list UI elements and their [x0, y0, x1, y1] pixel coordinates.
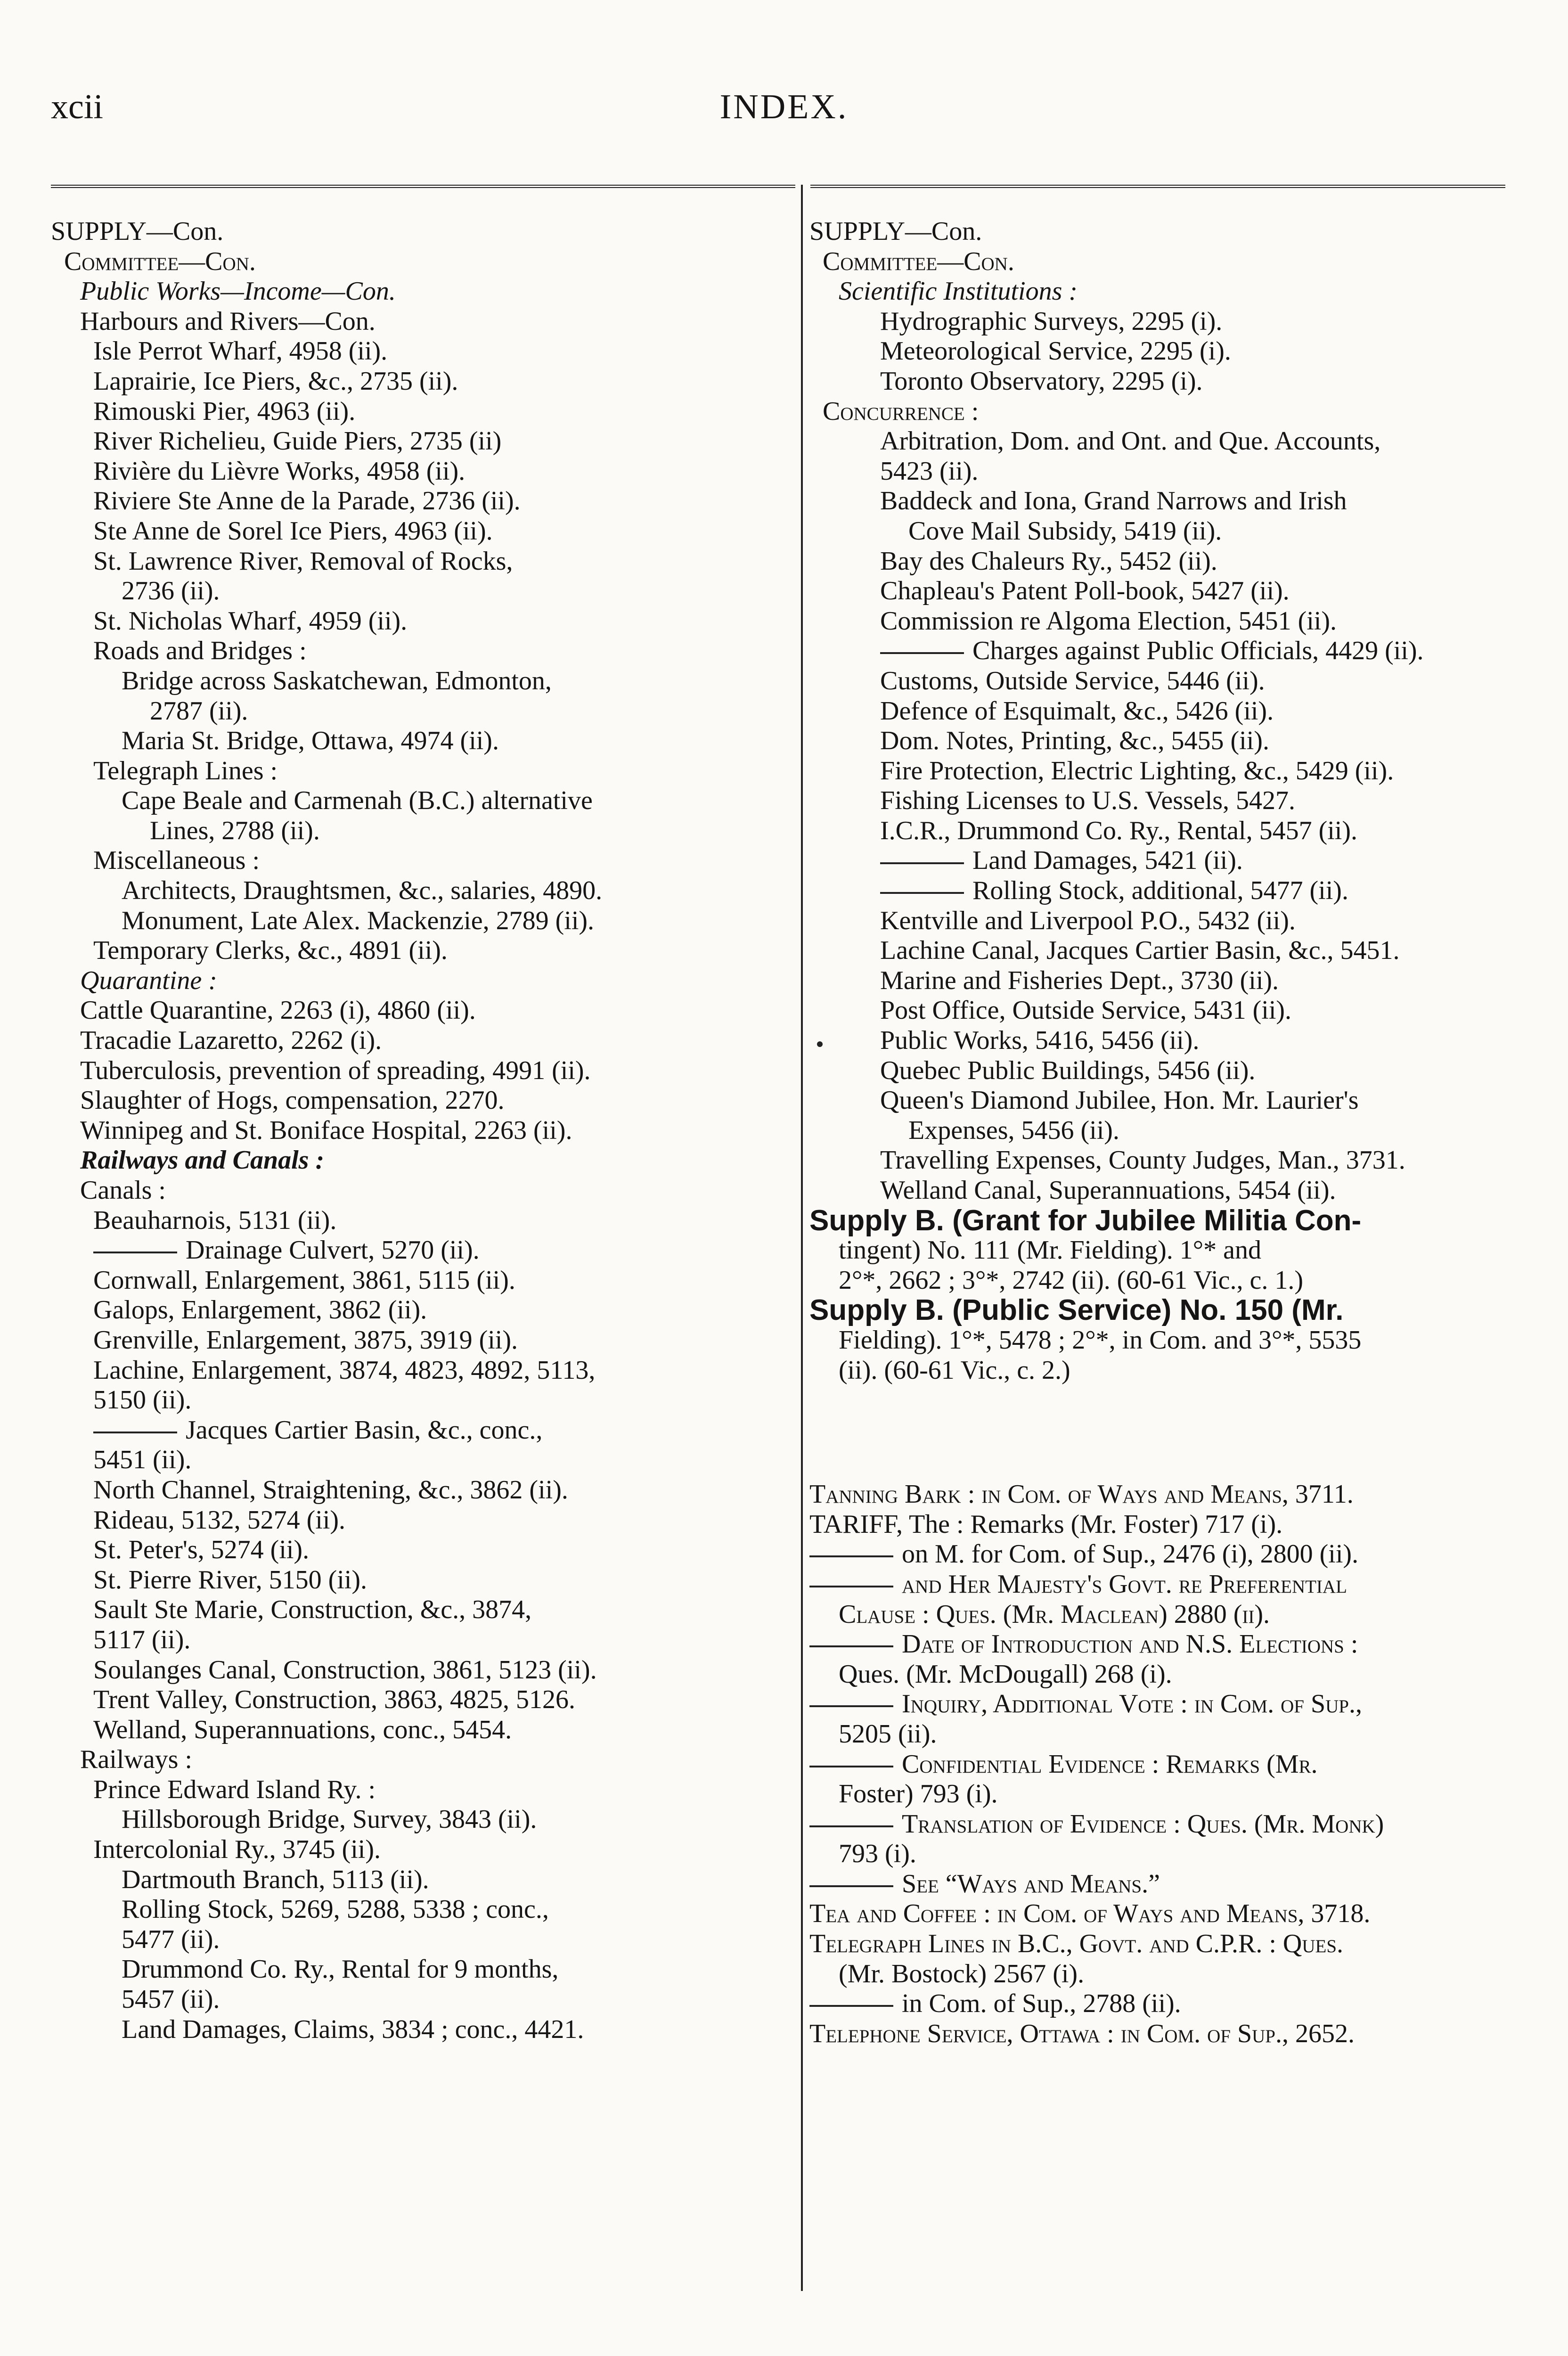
index-entry	[809, 426, 1507, 457]
index-entry	[809, 1116, 1507, 1146]
entry-text: See “Ways and Means.”	[902, 1869, 1160, 1898]
entry-text: Public Works, 5416, 5456 (ii).	[880, 1026, 1200, 1055]
index-entry	[809, 1660, 1507, 1690]
entry-text: (ii). (60-61 Vic., c. 2.)	[839, 1355, 1070, 1385]
entry-text: Quebec Public Buildings, 5456 (ii).	[880, 1055, 1256, 1085]
page-title: INDEX.	[719, 88, 849, 126]
entry-text: Land Damages, Claims, 3834 ; conc., 4421.	[122, 2014, 584, 2044]
entry-text: Welland, Superannuations, conc., 5454.	[93, 1715, 512, 1744]
entry-text: Toronto Observatory, 2295 (i).	[880, 366, 1203, 396]
entry-text: Cove Mail Subsidy, 5419 (ii).	[908, 516, 1222, 546]
entry-text: Railways :	[80, 1745, 192, 1775]
index-entry	[51, 516, 791, 547]
entry-text: Monument, Late Alex. Mackenzie, 2789 (ii).	[122, 906, 595, 935]
entry-text: Telegraph Lines in B.C., Govt. and C.P.R. : Ques.	[809, 1929, 1344, 1959]
index-entry	[809, 756, 1507, 786]
index-entry	[809, 906, 1507, 936]
entry-text: 5423 (ii).	[880, 456, 979, 486]
index-entry	[809, 307, 1507, 337]
index-entry	[809, 1480, 1507, 1510]
index-entry	[51, 336, 791, 367]
index-entry	[51, 1895, 791, 1925]
entry-text: Architects, Draughtsmen, &c., salaries, 4890.	[122, 876, 603, 906]
index-entry	[51, 1086, 791, 1116]
entry-text: Beauharnois, 5131 (ii).	[93, 1205, 337, 1235]
entry-text: Scientific Institutions :	[839, 277, 1078, 306]
entry-text: Tracadie Lazaretto, 2262 (i).	[80, 1026, 382, 1055]
index-entry	[51, 666, 791, 696]
entry-text: Cattle Quarantine, 2263 (i), 4860 (ii).	[80, 996, 476, 1025]
index-entry	[809, 1809, 1507, 1840]
index-entry	[51, 786, 791, 816]
entry-text: Ste Anne de Sorel Ice Piers, 4963 (ii).	[93, 516, 493, 546]
left-index-column	[51, 217, 791, 2045]
header-rule-left	[51, 185, 795, 188]
entry-text: Chapleau's Patent Poll-book, 5427 (ii).	[880, 576, 1290, 606]
entry-text: Hydrographic Surveys, 2295 (i).	[880, 306, 1223, 336]
entry-text: Hillsborough Bridge, Survey, 3843 (ii).	[122, 1805, 537, 1834]
entry-text: Canals :	[80, 1176, 166, 1205]
index-entry	[51, 1625, 791, 1655]
entry-text: (Mr. Bostock) 2567 (i).	[839, 1959, 1085, 1988]
index-entry	[51, 1145, 791, 1176]
index-entry	[809, 367, 1507, 397]
entry-text: Fishing Licenses to U.S. Vessels, 5427.	[880, 786, 1295, 816]
entry-text: Land Damages, 5421 (ii).	[972, 846, 1243, 875]
index-entry	[809, 576, 1507, 606]
entry-text: Fielding). 1°*, 5478 ; 2°*, in Com. and 3°*, 5535	[839, 1325, 1362, 1355]
index-entry	[51, 307, 791, 337]
ditto-dash	[93, 1432, 177, 1433]
index-entry	[51, 846, 791, 876]
entry-text: I.C.R., Drummond Co. Ry., Rental, 5457 (ii).	[880, 816, 1357, 845]
entry-text: 5150 (ii).	[93, 1385, 192, 1415]
index-entry	[51, 426, 791, 457]
entry-text: Intercolonial Ry., 3745 (ii).	[93, 1835, 381, 1865]
ditto-dash	[93, 1252, 177, 1253]
entry-text: Public Works—Income—Con.	[80, 277, 396, 306]
index-entry	[51, 756, 791, 786]
entry-text: Harbours and Rivers—Con.	[80, 306, 376, 336]
entry-text: Jacques Cartier Basin, &c., conc.,	[186, 1415, 543, 1445]
index-entry	[51, 247, 791, 277]
index-entry	[809, 936, 1507, 966]
index-entry	[809, 1295, 1507, 1325]
index-entry	[51, 397, 791, 427]
entry-text: Bridge across Saskatchewan, Edmonton,	[122, 666, 552, 695]
ditto-dash	[809, 1555, 893, 1557]
entry-text: Dartmouth Branch, 5113 (ii).	[122, 1865, 429, 1894]
entry-text: Cape Beale and Carmenah (B.C.) alternative	[122, 786, 593, 816]
index-entry	[51, 1176, 791, 1206]
index-entry	[809, 606, 1507, 637]
index-entry	[51, 457, 791, 487]
index-entry	[51, 1356, 791, 1386]
index-entry	[809, 1689, 1507, 1719]
index-entry	[51, 966, 791, 996]
index-entry	[51, 1026, 791, 1056]
entry-text: Post Office, Outside Service, 5431 (ii).	[880, 996, 1292, 1025]
entry-text: on M. for Com. of Sup., 2476 (i), 2800 (ii).	[902, 1539, 1359, 1569]
entry-text: St. Pierre River, 5150 (ii).	[93, 1565, 367, 1595]
ditto-dash	[880, 862, 964, 864]
entry-text: St. Lawrence River, Removal of Rocks,	[93, 546, 513, 576]
entry-text: Grenville, Enlargement, 3875, 3919 (ii).	[93, 1325, 518, 1355]
entry-text: River Richelieu, Guide Piers, 2735 (ii)	[93, 426, 502, 456]
index-entry	[51, 1595, 791, 1625]
entry-text: Roads and Bridges :	[93, 636, 307, 666]
entry-text: Tea and Coffee : in Com. of Ways and Means, 3718.	[809, 1899, 1371, 1929]
index-entry	[51, 1925, 791, 1955]
index-entry	[809, 1235, 1507, 1266]
entry-text: and Her Majesty's Govt. re Preferential	[902, 1569, 1347, 1599]
entry-text: Supply B. (Public Service) No. 150 (Mr.	[809, 1294, 1344, 1327]
index-entry	[51, 1655, 791, 1685]
entry-text: Supply B. (Grant for Jubilee Militia Con-	[809, 1204, 1362, 1237]
index-entry	[51, 1745, 791, 1775]
entry-text: Travelling Expenses, County Judges, Man., 3731.	[880, 1145, 1405, 1175]
entry-text: Drainage Culvert, 5270 (ii).	[186, 1235, 480, 1265]
index-entry	[51, 906, 791, 936]
index-entry	[809, 1056, 1507, 1086]
index-entry	[809, 666, 1507, 696]
index-entry	[51, 1295, 791, 1325]
ditto-dash	[809, 1766, 893, 1767]
index-entry	[809, 457, 1507, 487]
index-entry	[809, 1325, 1507, 1356]
entry-text: Telegraph Lines :	[93, 756, 278, 785]
entry-text: 2°*, 2662 ; 3°*, 2742 (ii). (60-61 Vic., c. 1.)	[839, 1265, 1304, 1295]
entry-text: 5477 (ii).	[122, 1924, 220, 1954]
index-entry	[809, 1385, 1507, 1480]
index-entry	[51, 1505, 791, 1536]
index-entry	[809, 636, 1507, 666]
entry-text: Rolling Stock, additional, 5477 (ii).	[972, 876, 1348, 906]
entry-text: Foster) 793 (i).	[839, 1779, 998, 1809]
index-entry	[809, 726, 1507, 756]
entry-text: Galops, Enlargement, 3862 (ii).	[93, 1295, 427, 1325]
index-entry	[51, 277, 791, 307]
index-entry	[809, 397, 1507, 427]
entry-text: Lines, 2788 (ii).	[150, 816, 320, 845]
index-entry	[51, 1415, 791, 1446]
entry-text: Ques. (Mr. McDougall) 268 (i).	[839, 1659, 1172, 1689]
index-entry	[809, 1899, 1507, 1929]
ditto-dash	[809, 1825, 893, 1827]
entry-text: Marine and Fisheries Dept., 3730 (ii).	[880, 965, 1279, 995]
entry-text: Fire Protection, Electric Lighting, &c., 5429 (ii).	[880, 756, 1394, 785]
entry-text: Cornwall, Enlargement, 3861, 5115 (ii).	[93, 1265, 515, 1295]
index-entry	[809, 247, 1507, 277]
index-entry	[51, 606, 791, 637]
entry-text: Kentville and Liverpool P.O., 5432 (ii).	[880, 906, 1296, 935]
index-entry	[51, 1685, 791, 1715]
entry-text: Translation of Evidence : Ques. (Mr. Monk)	[902, 1809, 1384, 1839]
entry-text: Tuberculosis, prevention of spreading, 4991 (ii).	[80, 1055, 591, 1085]
entry-text: TARIFF, The : Remarks (Mr. Foster) 717 (i).	[809, 1509, 1283, 1539]
entry-text: 2736 (ii).	[122, 576, 220, 606]
index-entry	[809, 1266, 1507, 1296]
index-entry	[51, 547, 791, 577]
index-entry	[809, 1839, 1507, 1869]
index-entry	[51, 1805, 791, 1835]
index-entry	[809, 1750, 1507, 1780]
entry-text: 2787 (ii).	[150, 696, 248, 726]
entry-text: 5117 (ii).	[93, 1625, 191, 1654]
entry-text: Rideau, 5132, 5274 (ii).	[93, 1505, 346, 1535]
right-index-column	[809, 217, 1507, 2049]
index-entry	[809, 1176, 1507, 1206]
entry-text: SUPPLY—Con.	[809, 217, 982, 246]
index-entry	[809, 277, 1507, 307]
index-entry	[51, 1235, 791, 1266]
index-entry	[51, 1955, 791, 1985]
index-entry	[51, 1116, 791, 1146]
index-entry	[51, 1266, 791, 1296]
index-entry	[809, 486, 1507, 516]
entry-text: Quarantine :	[80, 965, 217, 995]
entry-text: Drummond Co. Ry., Rental for 9 months,	[122, 1955, 559, 1984]
index-entry	[809, 816, 1507, 846]
index-entry	[809, 1929, 1507, 1959]
index-entry	[809, 846, 1507, 876]
entry-text: SUPPLY—Con.	[51, 217, 224, 246]
entry-text: Temporary Clerks, &c., 4891 (ii).	[93, 936, 448, 965]
index-entry	[51, 1056, 791, 1086]
entry-text: Miscellaneous :	[93, 846, 260, 875]
index-entry	[51, 696, 791, 727]
entry-text: Meteorological Service, 2295 (i).	[880, 336, 1231, 366]
ditto-dash	[880, 892, 964, 894]
entry-text: Queen's Diamond Jubilee, Hon. Mr. Laurier's	[880, 1086, 1359, 1115]
index-entry	[809, 1959, 1507, 1989]
entry-text: Committee—Con.	[64, 246, 256, 276]
index-entry	[809, 516, 1507, 547]
index-entry	[51, 1865, 791, 1895]
index-entry	[809, 1510, 1507, 1540]
index-entry	[809, 336, 1507, 367]
entry-text: Railways and Canals :	[80, 1145, 325, 1175]
index-entry	[51, 1445, 791, 1475]
entry-text: Clause : Ques. (Mr. Maclean) 2880 (ii).	[839, 1599, 1270, 1629]
index-entry	[809, 1989, 1507, 2019]
ditto-dash	[809, 1705, 893, 1707]
entry-text: Charges against Public Officials, 4429 (ii).	[972, 636, 1424, 666]
index-entry	[51, 636, 791, 666]
index-entry	[51, 367, 791, 397]
index-entry	[51, 217, 791, 247]
entry-text: Laprairie, Ice Piers, &c., 2735 (ii).	[93, 366, 458, 396]
index-entry	[809, 1145, 1507, 1176]
index-entry	[809, 1026, 1507, 1056]
index-entry	[809, 996, 1507, 1026]
entry-text: Customs, Outside Service, 5446 (ii).	[880, 666, 1265, 695]
index-entry	[51, 936, 791, 966]
index-entry	[51, 2015, 791, 2045]
index-entry	[51, 1475, 791, 1505]
entry-text: Defence of Esquimalt, &c., 5426 (ii).	[880, 696, 1274, 726]
entry-text: Winnipeg and St. Boniface Hospital, 2263 (ii).	[80, 1115, 572, 1145]
index-entry	[809, 876, 1507, 906]
index-entry	[51, 816, 791, 846]
index-entry	[809, 217, 1507, 247]
index-entry	[51, 1775, 791, 1805]
index-entry	[809, 1869, 1507, 1899]
entry-text: Maria St. Bridge, Ottawa, 4974 (ii).	[122, 726, 499, 756]
entry-text: Welland Canal, Superannuations, 5454 (ii).	[880, 1176, 1336, 1205]
entry-text: 5457 (ii).	[122, 1985, 220, 2014]
entry-text: 5205 (ii).	[839, 1719, 937, 1749]
entry-text: in Com. of Sup., 2788 (ii).	[902, 1989, 1181, 2019]
ditto-dash	[809, 1645, 893, 1647]
index-entry	[51, 1835, 791, 1865]
index-entry	[809, 696, 1507, 727]
index-entry	[809, 1719, 1507, 1750]
entry-text: Lachine, Enlargement, 3874, 4823, 4892, 5113,	[93, 1355, 596, 1385]
index-entry	[51, 1715, 791, 1745]
index-entry	[809, 1086, 1507, 1116]
entry-text: Slaughter of Hogs, compensation, 2270.	[80, 1086, 505, 1115]
index-entry	[809, 966, 1507, 996]
entry-text: Sault Ste Marie, Construction, &c., 3874,	[93, 1595, 532, 1625]
page-number: xcii	[51, 88, 103, 126]
index-entry	[51, 1325, 791, 1356]
entry-text: Date of Introduction and N.S. Elections :	[902, 1629, 1358, 1659]
index-entry	[809, 1356, 1507, 1386]
entry-text: Rimouski Pier, 4963 (ii).	[93, 396, 356, 426]
entry-text: Commission re Algoma Election, 5451 (ii).	[880, 606, 1337, 636]
index-entry	[809, 1600, 1507, 1630]
index-entry	[809, 1570, 1507, 1600]
entry-text: Lachine Canal, Jacques Cartier Basin, &c., 5451.	[880, 936, 1400, 965]
index-entry	[51, 576, 791, 606]
entry-text: Rivière du Lièvre Works, 4958 (ii).	[93, 456, 466, 486]
entry-text: Tanning Bark : in Com. of Ways and Means, 3711.	[809, 1480, 1354, 1509]
entry-text: Telephone Service, Ottawa : in Com. of Sup., 2652.	[809, 2019, 1355, 2048]
entry-text: North Channel, Straightening, &c., 3862 (ii).	[93, 1475, 568, 1505]
entry-text: Committee—Con.	[823, 246, 1014, 276]
index-entry	[809, 1779, 1507, 1809]
entry-text: St. Nicholas Wharf, 4959 (ii).	[93, 606, 408, 636]
entry-text: Arbitration, Dom. and Ont. and Que. Accounts,	[880, 426, 1381, 456]
entry-text: tingent) No. 111 (Mr. Fielding). 1°* and	[839, 1235, 1262, 1265]
index-entry	[809, 1206, 1507, 1236]
entry-text: Confidential Evidence : Remarks (Mr.	[902, 1749, 1318, 1779]
ditto-dash	[880, 652, 964, 654]
index-entry	[51, 1565, 791, 1595]
entry-text: Rolling Stock, 5269, 5288, 5338 ; conc.,	[122, 1895, 549, 1924]
index-entry	[809, 2019, 1507, 2049]
entry-text: Bay des Chaleurs Ry., 5452 (ii).	[880, 546, 1217, 576]
index-entry	[51, 1385, 791, 1415]
entry-text: Riviere Ste Anne de la Parade, 2736 (ii).	[93, 486, 521, 516]
ditto-dash	[809, 1885, 893, 1887]
index-entry	[51, 486, 791, 516]
index-entry	[51, 876, 791, 906]
index-entry	[51, 1985, 791, 2015]
index-entry	[809, 1629, 1507, 1660]
index-entry	[809, 547, 1507, 577]
index-entry	[51, 1206, 791, 1236]
ditto-dash	[809, 2005, 893, 2007]
ditto-dash	[809, 1586, 893, 1587]
column-divider	[801, 185, 803, 2291]
header-rule-right	[810, 185, 1505, 188]
entry-text: Inquiry, Additional Vote : in Com. of Sup.,	[902, 1689, 1362, 1719]
index-entry	[809, 786, 1507, 816]
page-header	[0, 87, 1568, 144]
entry-text: Concurrence :	[823, 396, 979, 426]
entry-text: 5451 (ii).	[93, 1445, 192, 1475]
index-entry	[51, 996, 791, 1026]
entry-text: Isle Perrot Wharf, 4958 (ii).	[93, 336, 388, 366]
entry-text: Dom. Notes, Printing, &c., 5455 (ii).	[880, 726, 1269, 756]
index-entry	[51, 1535, 791, 1565]
entry-text: 793 (i).	[839, 1839, 916, 1869]
entry-text: Baddeck and Iona, Grand Narrows and Irish	[880, 486, 1347, 516]
entry-text: Expenses, 5456 (ii).	[908, 1115, 1119, 1145]
entry-text: St. Peter's, 5274 (ii).	[93, 1535, 310, 1565]
entry-text: Trent Valley, Construction, 3863, 4825, 5126.	[93, 1685, 576, 1715]
entry-text: Soulanges Canal, Construction, 3861, 5123 (ii).	[93, 1655, 597, 1685]
entry-text: Prince Edward Island Ry. :	[93, 1775, 376, 1804]
index-entry	[809, 1539, 1507, 1570]
index-entry	[51, 726, 791, 756]
